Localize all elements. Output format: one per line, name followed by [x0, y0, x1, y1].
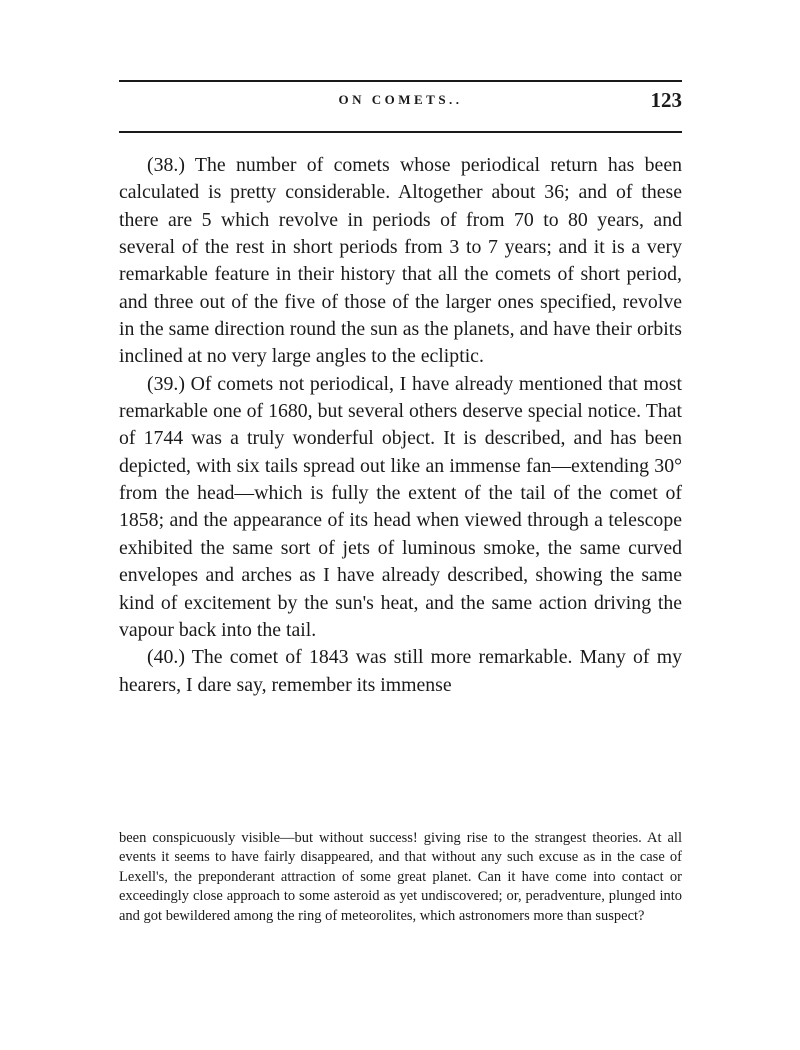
paragraph-40: (40.) The comet of 1843 was still more remarkable. Many of my hearers, I dare say, remember its immense	[119, 646, 682, 696]
page-number: 123	[650, 88, 682, 112]
body-text	[119, 152, 682, 699]
header-rule-bottom	[119, 131, 682, 133]
footnote-text: been conspicuously visible—but without success! giving rise to the strangest theories. At all events it seems to have fairly disappeared, and that without any such excuse as in the case of Lexell's, the preponderant attraction of some great planet. Can it have come into contact or exceedingly close approach to some asteroid as yet undiscovered; or, peradventure, plunged into and got bewildered among the ring of meteorolites, which astronomers more than suspect?	[119, 830, 682, 924]
paragraph-39: (39.) Of comets not periodical, I have already mentioned that most remarkable one of 1680, but several others deserve special notice. That of 1744 was a truly wonderful object. It is described, and has been depicted, with six tails spread out like an immense fan—extending 30° from the head—which is fully the extent of the tail of the comet of 1858; and the appearance of its head when viewed through a telescope exhibited the same sort of jets of luminous smoke, the same curved envelopes and arches as I have already described, showing the same kind of excitement by the sun's heat, and the same action driving the vapour back into the tail.	[119, 372, 682, 641]
page-header	[119, 90, 682, 120]
header-rule-top	[119, 80, 682, 82]
paragraph-38: (38.) The number of comets whose periodical return has been calculated is pretty considerable. Altogether about 36; and of these there are 5 which revolve in periods of from 70 to 80 years, and several of the rest in short periods from 3 to 7 years; and it is a very remarkable feature in their history that all the comets of short period, and three out of the five of those of the larger ones specified, revolve in the same direction round the sun as the planets, and have their orbits inclined at no very large angles to the ecliptic.	[119, 154, 682, 368]
footnote	[119, 829, 682, 926]
running-head: ON COMETS..	[338, 92, 463, 107]
